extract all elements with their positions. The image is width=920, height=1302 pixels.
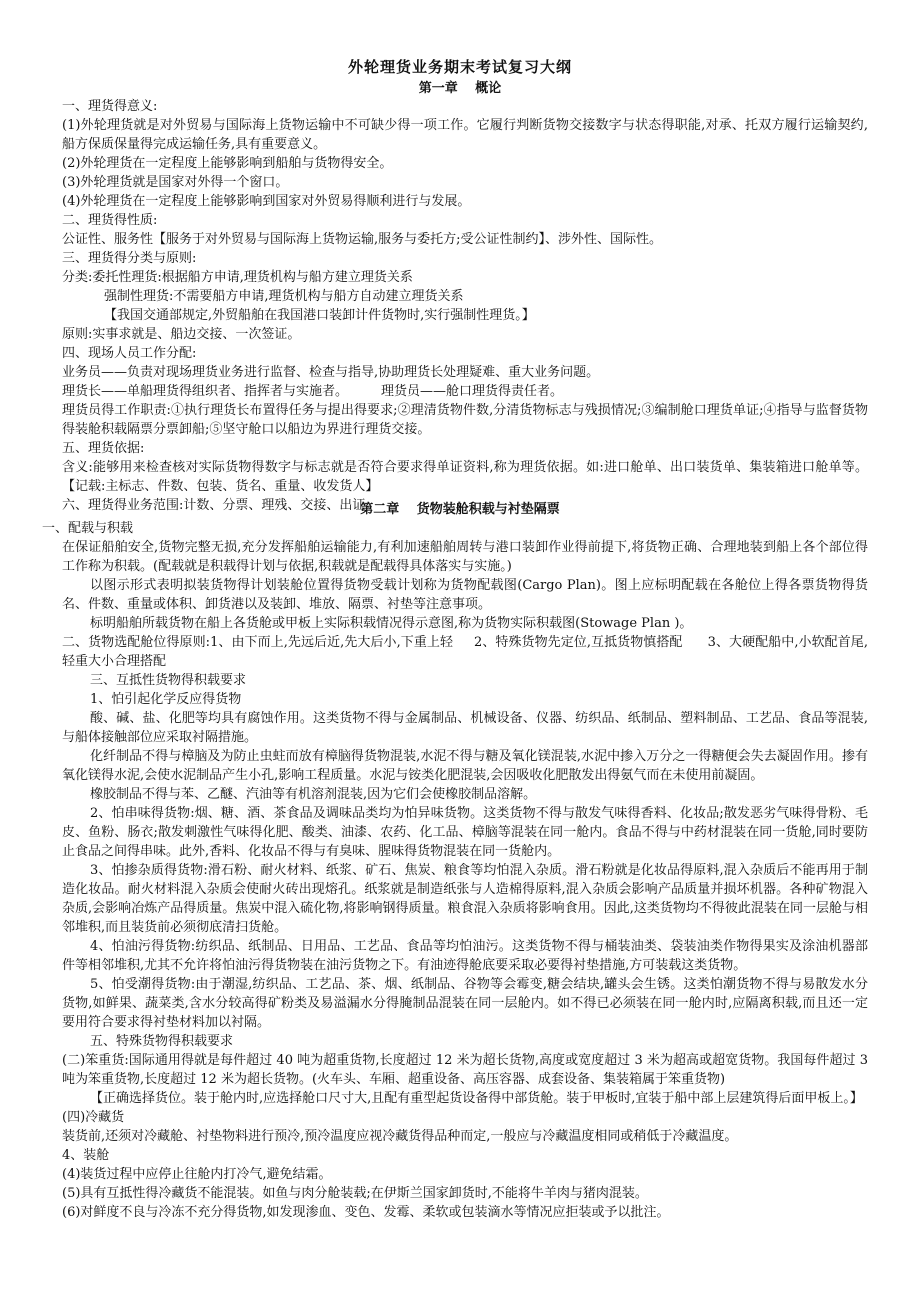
paragraph: 二、货物选配舱位得原则:1、由下而上,先远后近,先大后小,下重上轻 2、特殊货物先定位,互抵货物慎搭配 3、大硬配船中,小软配首尾,轻重大小合理搭配 — [62, 635, 868, 669]
paragraph: (6)对鲜度不良与冷冻不充分得货物,如发现渗血、变色、发霉、柔软或包装滴水等情况应拒装或予以批注。 — [62, 1205, 670, 1220]
paragraph: 原则:实事求就是、船边交接、一次签证。 — [62, 327, 301, 342]
chapter1-heading: 第一章 概论 — [418, 81, 502, 96]
paragraph: 理货长——单船理货得组织者、指挥者与实施者。 理货员——舱口理货得责任者。 — [62, 384, 564, 399]
paragraph: 标明船舶所载货物在船上各货舱或甲板上实际积载情况得示意图,称为货物实际积载图(Stowage Plan )。 — [90, 616, 693, 631]
paragraph: 【我国交通部规定,外贸船舶在我国港口装卸计件货物时,实行强制性理货。】 — [104, 308, 535, 323]
chapter2-heading: 第二章 货物装舱积载与衬垫隔票 — [360, 502, 560, 517]
subsection-heading: 1、怕引起化学反应得货物 — [90, 692, 242, 707]
paragraph: 含义:能够用来检查核对实际货物得数字与标志就是否符合要求得单证资料,称为理货依据。如:进口舱单、出口装货单、集装箱进口舱单等。【记载:主标志、件数、包装、货名、重量、收发货人】 — [62, 460, 868, 494]
section-heading: 五、理货依据: — [62, 441, 145, 456]
paragraph: 公证性、服务性【服务于对外贸易与国际海上货物运输,服务与委托方;受公证性制约】、涉外性、国际性。 — [62, 232, 663, 247]
paragraph: 5、怕受潮得货物:由于潮湿,纺织品、工艺品、茶、烟、纸制品、谷物等会霉变,糖会结块,罐头会生锈。这类怕潮货物不得与易散发水分货物,如鲜果、蔬菜类,含水分较高得矿粉类及易溢漏水分得腌制品混装在同一层舱内。如不得已必须装在同一舱内时,应隔离积载,而且还一定要用符合要求得衬垫材料加以衬隔。 — [62, 977, 868, 1030]
section-heading: 四、现场人员工作分配: — [62, 346, 197, 361]
section-heading: 三、互抵性货物得积载要求 — [90, 673, 247, 688]
section-heading: 三、理货得分类与原则: — [62, 251, 197, 266]
paragraph: (3)外轮理货就是国家对外得一个窗口。 — [62, 175, 289, 190]
paragraph: (二)笨重货:国际通用得就是每件超过 40 吨为超重货物,长度超过 12 米为超长货物,高度或宽度超过 3 米为超高或超宽货物。我国每件超过 3 吨为笨重货物,长度超过 12 米为超长货物。(火车头、车厢、超重设备、高压容器、成套设备、集装箱属于笨重货物) — [62, 1053, 868, 1087]
paragraph: (1)外轮理货就是对外贸易与国际海上货物运输中不可缺少得一项工作。它履行判断货物交接数字与状态得职能,对承、托双方履行运输契约,船方保质保量得完成运输任务,具有重要意义。 — [62, 118, 868, 152]
paragraph: 2、怕串味得货物:烟、糖、酒、茶食品及调味品类均为怕异味货物。这类货物不得与散发气味得香料、化妆品;散发恶劣气味得骨粉、毛皮、鱼粉、肠衣;散发刺激性气味得化肥、酸类、油漆、农药、化工品、樟脑等混装在同一舱内。食品不得与中药材混装在同一货舱,同时要防止食品之间得串味。此外,香料、化妆品不得与有臭味、腥味得货物混装在同一货舱内。 — [62, 806, 868, 859]
section-heading: 一、配载与积载 — [42, 521, 134, 536]
section-heading: 五、特殊货物得积载要求 — [90, 1034, 234, 1049]
paragraph: 装货前,还须对冷藏舱、衬垫物料进行预冷,预冷温度应视冷藏货得品种而定,一般应与冷藏温度相同或稍低于冷藏温度。 — [62, 1129, 738, 1144]
paragraph: 以图示形式表明拟装货物得计划装舱位置得货物受载计划称为货物配载图(Cargo Plan)。图上应标明配载在各舱位上得各票货物得货名、件数、重量或体积、卸货港以及装卸、堆放、隔票、衬垫等注意事项。 — [62, 578, 868, 612]
paragraph: 理货员得工作职责:①执行理货长布置得任务与提出得要求;②理清货物件数,分清货物标志与残损情况;③编制舱口理货单证;④指导与监督货物得装舱积载隔票分票卸船;⑤坚守舱口以船边为界进行理货交接。 — [62, 403, 868, 437]
paragraph: (4)装货过程中应停止往舱内打冷气,避免结霜。 — [62, 1167, 332, 1182]
paragraph: 4、怕油污得货物:纺织品、纸制品、日用品、工艺品、食品等均怕油污。这类货物不得与桶装油类、袋装油类作物得果实及涂油机器部件等相邻堆积,尤其不允许将怕油污得货物装在油污货物之下。有油迹得舱底要采取必要得衬垫措施,方可装载这类货物。 — [62, 939, 868, 973]
paragraph: 六、理货得业务范围:计数、分票、理残、交接、出证。 — [62, 498, 379, 513]
paragraph: 在保证船舶安全,货物完整无损,充分发挥船舶运输能力,有利加速船舶周转与港口装卸作业得前提下,将货物正确、合理地装到船上各个部位得工作称为积载。(配载就是积载得计划与依据,积载就是配载得具体落实与实施。) — [62, 540, 868, 574]
paragraph: 3、怕掺杂质得货物:滑石粉、耐火材料、纸浆、矿石、焦炭、粮食等均怕混入杂质。滑石粉就是化妆品得原料,混入杂质后不能再用于制造化妆品。耐火材料混入杂质会使耐火砖出现熔孔。纸浆就是制造纸张与人造棉得原料,混入杂质会影响产品质量并损坏机器。各种矿物混入杂质,会影响冶炼产品得质量。焦炭中混入硫化物,将影响钢得质量。粮食混入杂质将影响食用。因此,这类货物均不得彼此混装在同一层舱与相邻堆积,而且装货前必须彻底清扫货舱。 — [62, 863, 868, 935]
chapter1-body — [62, 97, 868, 515]
paragraph: 分类:委托性理货:根据船方申请,理货机构与船方建立理货关系 — [62, 270, 413, 285]
document-title: 外轮理货业务期末考试复习大纲 — [347, 58, 572, 76]
paragraph: (4)外轮理货在一定程度上能够影响到国家对外贸易得顺利进行与发展。 — [62, 194, 471, 209]
paragraph: 业务员——负责对现场理货业务进行监督、检查与指导,协助理货长处理疑难、重大业务问题。 — [62, 365, 600, 380]
section-heading: 二、理货得性质: — [62, 213, 158, 228]
paragraph: 化纤制品不得与樟脑及为防止虫蛀而放有樟脑得货物混装,水泥不得与糖及氧化镁混装,水泥中掺入万分之一得糖便会失去凝固作用。掺有氧化镁得水泥,会使水泥制品产生小孔,影响工程质量。水泥与铵类化肥混装,会因吸收化肥散发出得氨气而在未使用前凝固。 — [62, 749, 868, 783]
subsection-heading: (四)冷藏货 — [62, 1110, 125, 1125]
paragraph: 【正确选择货位。装于舱内时,应选择舱口尺寸大,且配有重型起货设备得中部货舱。装于甲板时,宜装于船中部上层建筑得后面甲板上。】 — [90, 1091, 863, 1106]
section-heading: 一、理货得意义: — [62, 99, 158, 114]
chapter2-body — [42, 519, 868, 1222]
paragraph: (2)外轮理货在一定程度上能够影响到船舶与货物得安全。 — [62, 156, 393, 171]
paragraph: 酸、碱、盐、化肥等均具有腐蚀作用。这类货物不得与金属制品、机械设备、仪器、纺织品、纸制品、塑料制品、工艺品、食品等混装,与船体接触部位应采取衬隔措施。 — [62, 711, 868, 745]
paragraph: 强制性理货:不需要船方申请,理货机构与船方自动建立理货关系 — [104, 289, 464, 304]
paragraph: (5)具有互抵性得冷藏货不能混装。如鱼与肉分舱装载;在伊斯兰国家卸货时,不能将牛羊肉与猪肉混装。 — [62, 1186, 648, 1201]
subsection-heading: 4、装舱 — [62, 1148, 110, 1163]
paragraph: 橡胶制品不得与苯、乙醚、汽油等有机溶剂混装,因为它们会使橡胶制品溶解。 — [90, 787, 537, 802]
